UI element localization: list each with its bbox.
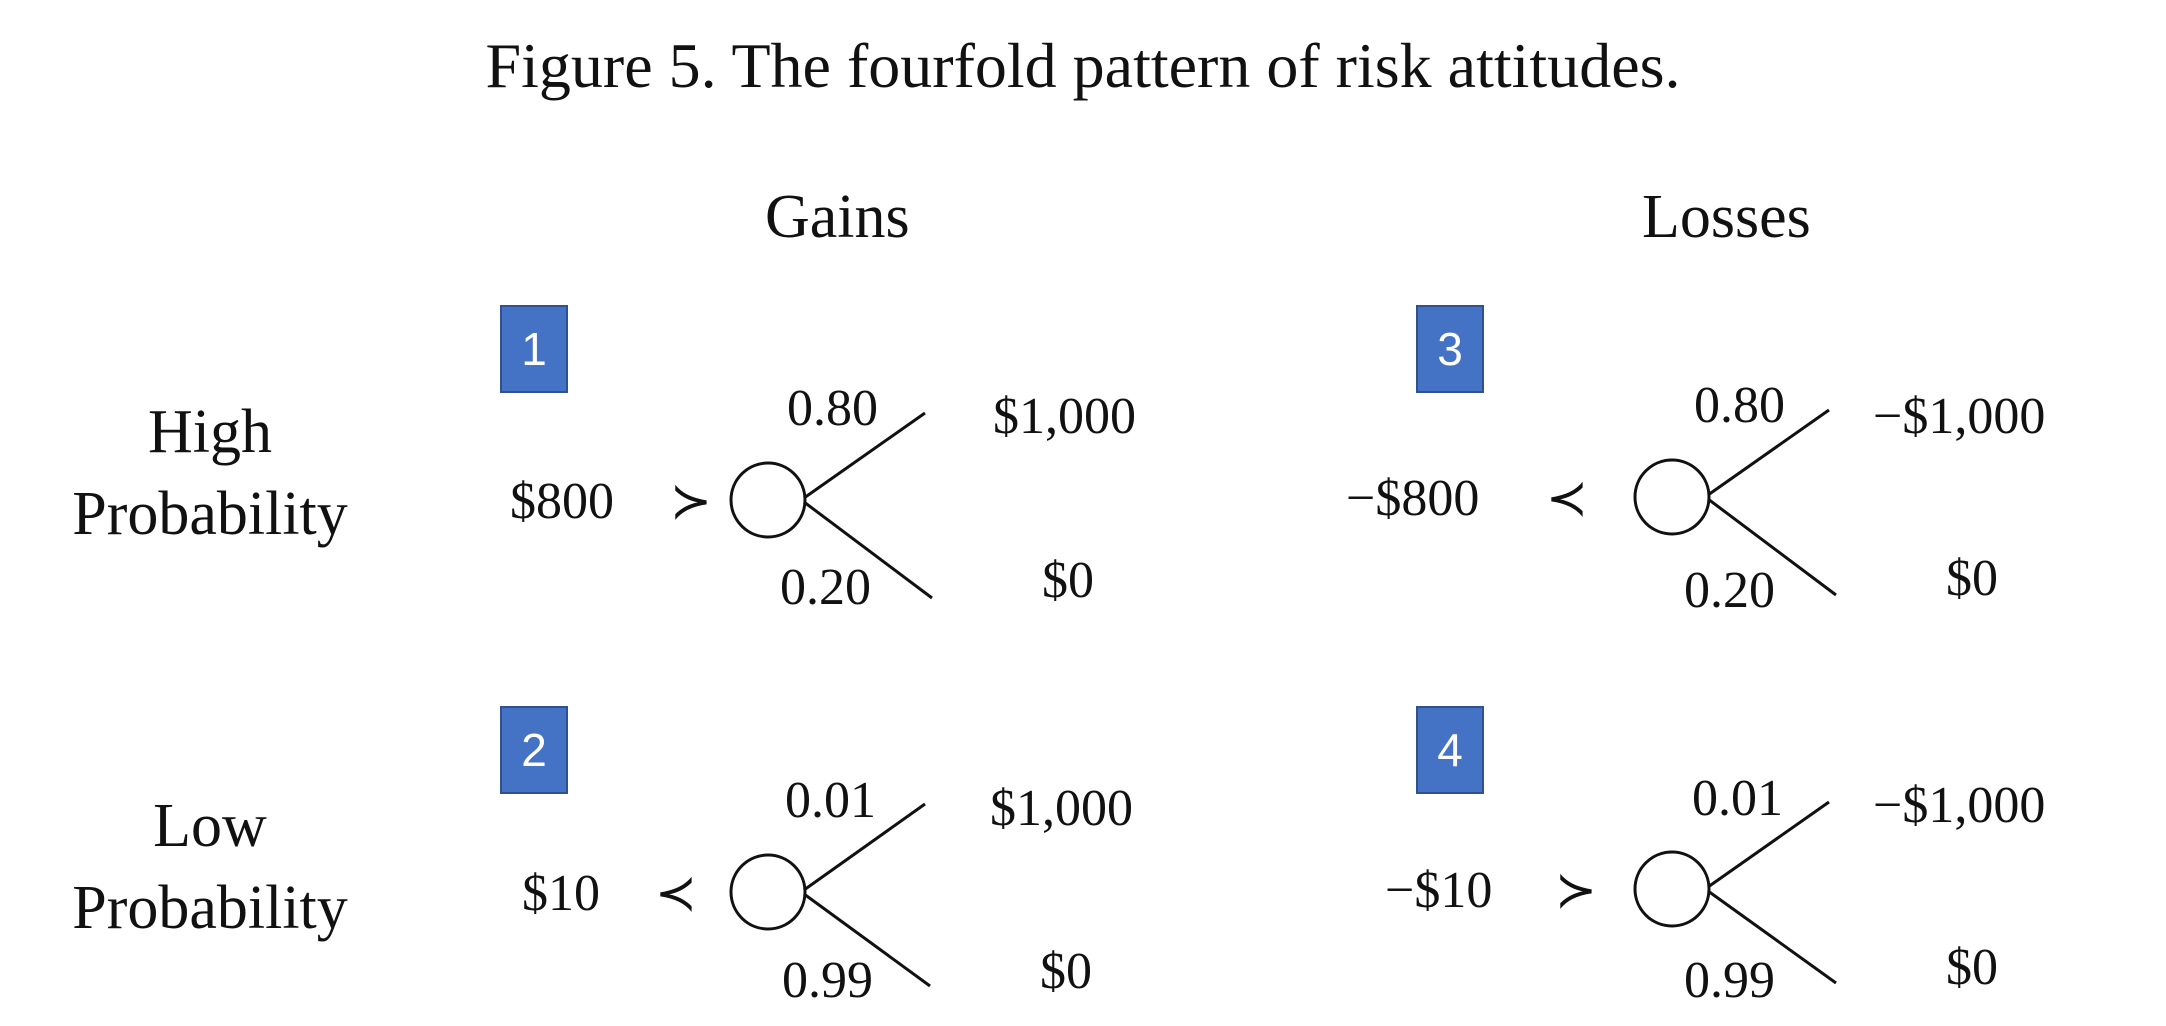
probability-top-1: 0.80 — [787, 380, 878, 437]
chance-node-3 — [1635, 460, 1709, 534]
outcome-bottom-1: $0 — [1042, 552, 1094, 609]
sure-amount-4: −$10 — [1385, 862, 1493, 919]
probability-top-4: 0.01 — [1692, 770, 1783, 827]
quadrant-badge-4: 4 — [1416, 706, 1484, 794]
quadrant-badge-3: 3 — [1416, 305, 1484, 393]
sure-amount-3: −$800 — [1346, 470, 1480, 527]
preference-relation-2: ≺ — [655, 865, 697, 921]
preference-relation-1: ≻ — [670, 473, 712, 529]
chance-node-1 — [731, 463, 805, 537]
preference-relation-3: ≺ — [1546, 470, 1588, 526]
probability-bottom-3: 0.20 — [1684, 562, 1775, 619]
probability-top-2: 0.01 — [785, 772, 876, 829]
outcome-bottom-3: $0 — [1946, 550, 1998, 607]
probability-bottom-2: 0.99 — [782, 952, 873, 1009]
probability-bottom-1: 0.20 — [780, 559, 871, 616]
figure-title: Figure 5. The fourfold pattern of risk attitudes. — [485, 30, 1681, 101]
sure-amount-1: $800 — [510, 473, 614, 530]
chance-node-2 — [731, 855, 805, 929]
preference-relation-4: ≻ — [1555, 862, 1597, 918]
quadrant-badge-2: 2 — [500, 706, 568, 794]
outcome-top-4: −$1,000 — [1873, 777, 2046, 834]
outcome-bottom-4: $0 — [1946, 939, 1998, 996]
chance-node-4 — [1635, 852, 1709, 926]
row-header-high-probability: High Probability — [72, 398, 348, 548]
outcome-top-2: $1,000 — [990, 780, 1133, 837]
outcome-bottom-2: $0 — [1040, 943, 1092, 1000]
quadrant-badge-1: 1 — [500, 305, 568, 393]
column-header-gains: Gains — [765, 183, 910, 251]
outcome-top-1: $1,000 — [993, 388, 1136, 445]
probability-bottom-4: 0.99 — [1684, 952, 1775, 1009]
column-header-losses: Losses — [1642, 183, 1811, 251]
sure-amount-2: $10 — [522, 865, 600, 922]
probability-top-3: 0.80 — [1694, 377, 1785, 434]
outcome-top-3: −$1,000 — [1873, 388, 2046, 445]
row-header-low-probability: Low Probability — [72, 792, 348, 942]
